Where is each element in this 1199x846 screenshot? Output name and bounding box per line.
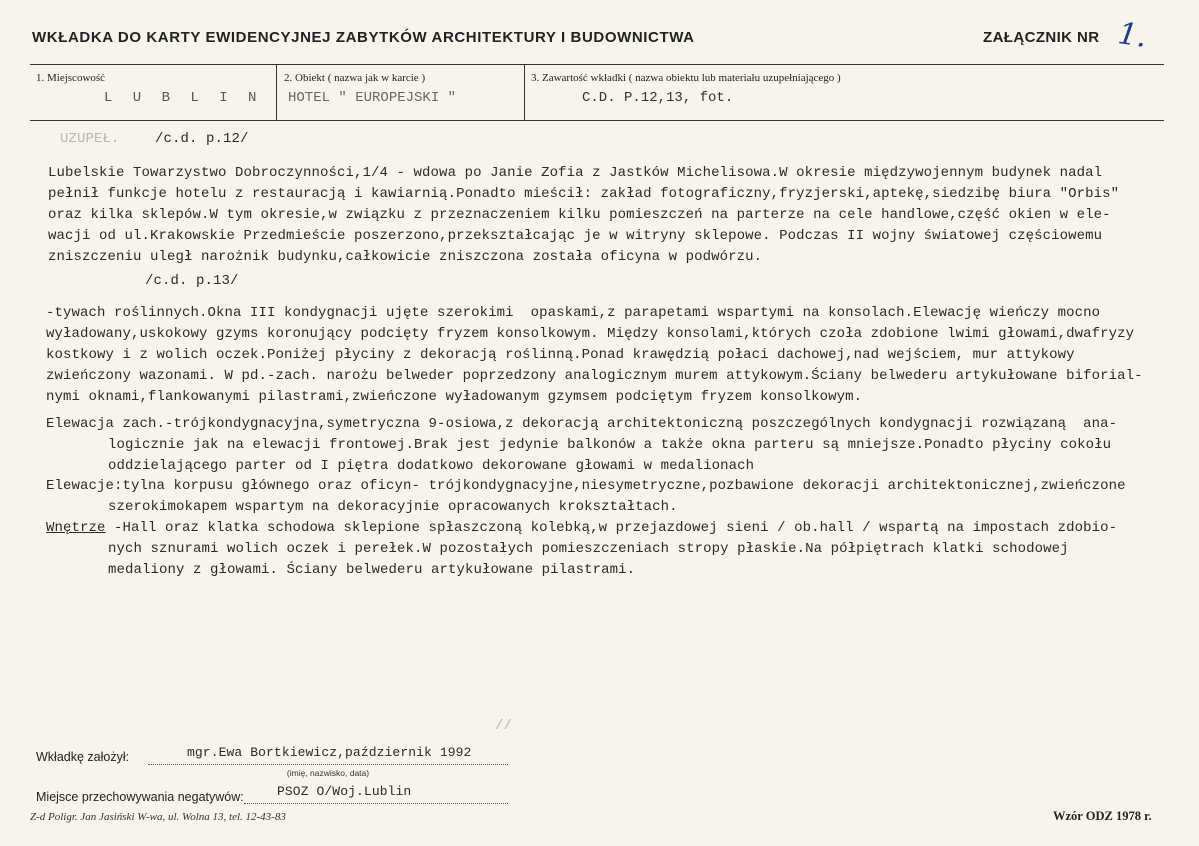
section1-line: Lubelskie Towarzystwo Dobroczynności,1/4 - wdowa po Janie Zofia z Jastków Michelisowa.W okresie międzywojennym budynek nadal <box>48 165 1103 181</box>
section1-line: pełnił funkcje hotelu z restauracją i kawiarnią.Ponadto mieścił: zakład fotograficzny,fryzjerski,aptekę,siedzibę biura "Orbis" <box>48 186 1120 202</box>
object-value: HOTEL " EUROPEJSKI " <box>288 90 457 106</box>
section1-line: wacji od ul.Krakowskie Przedmieście poszerzono,przekształcając je w witryny sklepowe. Podczas II wojny światowej częściowemu <box>48 228 1103 244</box>
author-line <box>148 764 508 765</box>
west-elevation-line: oddzielającego parter od I piętra dodatkowo dekorowane głowami w medalionach <box>108 458 755 474</box>
form-title: WKŁADKA DO KARTY EWIDENCYJNEJ ZABYTKÓW ARCHITEKTURY I BUDOWNICTWA <box>32 29 695 46</box>
fields-rule <box>30 120 1164 121</box>
interior-label: Wnętrze <box>46 520 106 536</box>
author-caption-wrap <box>148 768 508 780</box>
section2-line: wyładowany,uskokowy gzyms koronujący podcięty fryzem konsolkowym. Między konsolami,których czoła zdobione lwimi głowami,dwafryzy <box>46 326 1135 342</box>
author-caption: (imię, nazwisko, data) <box>286 768 370 778</box>
section2-line: -tywach roślinnych.Okna III kondygnacji ujęte szerokimi opaskami,z parapetami wspartymi na konsolach.Elewację wieńczy mocno <box>46 305 1101 321</box>
interior-line: nych sznurami wolich oczek i perełek.W pozostałych pomieszczeniach stropy płaskie.Na półpiętrach klatki schodowej <box>108 541 1069 557</box>
rear-elevation-line: szerokimokapem wspartym na dekoracyjnie opracowanych krokształtach. <box>108 499 678 515</box>
section2-line: nymi oknami,flankowanymi pilastrami,zwieńczone wyładowanym gzymsem podciętym fryzem konsolkowym. <box>46 389 863 405</box>
section1-line: zniszczeniu uległ narożnik budynku,całkowicie zniszczona została oficyna w podwórzu. <box>48 249 763 265</box>
faded-mark: // <box>495 718 513 734</box>
rear-elevation-line: Elewacje:tylna korpusu głównego oraz oficyn- trójkondygnacyjne,niesymetryczne,pozbawione dekoracji architektonicznej,zwieńczone <box>46 478 1126 494</box>
west-elevation-line: logicznie jak na elewacji frontowej.Brak jest jedynie balkonów a także okna parteru są mniejsze.Ponadto płyciny cokołu <box>108 437 1112 453</box>
printer-imprint: Z-d Poligr. Jan Jasiński W-wa, ul. Wolna 13, tel. 12-43-83 <box>30 811 286 823</box>
contents-label: 3. Zawartość wkładki ( nazwa obiektu lub materiału uzupełniającego ) <box>531 72 841 84</box>
attachment-number: 1. <box>1115 16 1149 55</box>
storage-label: Miejsce przechowywania negatywów: <box>36 790 244 804</box>
locality-value: L U B L I N <box>104 90 263 106</box>
section2-line: zwieńczony wazonami. W pd.-zach. narożu belweder poprzedzony analogicznym murem attykowym.Ściany belwederu artykułowane biforial- <box>46 368 1143 384</box>
contents-value: C.D. P.12,13, fot. <box>582 90 734 106</box>
west-elevation-line: Elewacja zach.-trójkondygnacyjna,symetryczna 9-osiowa,z dekoracją architektoniczną poszczególnych kondygnacji rozwiązaną ana- <box>46 416 1118 432</box>
section2-heading: /c.d. p.13/ <box>145 273 239 289</box>
divider-1 <box>276 64 277 120</box>
form-number: Wzór ODZ 1978 r. <box>1053 809 1152 823</box>
author-value: mgr.Ewa Bortkiewicz,październik 1992 <box>187 745 472 760</box>
faded-word: UZUPEŁ. <box>60 131 120 147</box>
object-label: 2. Obiekt ( nazwa jak w karcie ) <box>284 72 426 84</box>
section1-heading: /c.d. p.12/ <box>155 131 249 147</box>
section1-line: oraz kilka sklepów.W tym okresie,w związku z przeznaczeniem kilku pomieszczeń na parterze na cele handlowe,część okien w ele- <box>48 207 1111 223</box>
attachment-label: ZAŁĄCZNIK NR <box>983 29 1100 46</box>
section2-line: kostkowy i z wolich oczek.Poniżej płyciny z dekoracją roślinną.Ponad krawędzią połaci dachowej,nad wejściem, mur attykowy <box>46 347 1075 363</box>
top-rule <box>30 64 1164 65</box>
interior-line: medaliony z głowami. Ściany belwederu artykułowane pilastrami. <box>108 562 636 578</box>
author-label: Wkładkę założył: <box>36 750 130 764</box>
storage-value: PSOZ O/Woj.Lublin <box>277 784 412 799</box>
interior-line: -Hall oraz klatka schodowa sklepione spłaszczoną kolebką,w przejazdowej sieni / ob.hall / wspartą na impostach zdobio- <box>114 520 1118 536</box>
divider-2 <box>524 64 525 120</box>
storage-line <box>244 803 508 804</box>
locality-label: 1. Miejscowość <box>36 72 106 84</box>
